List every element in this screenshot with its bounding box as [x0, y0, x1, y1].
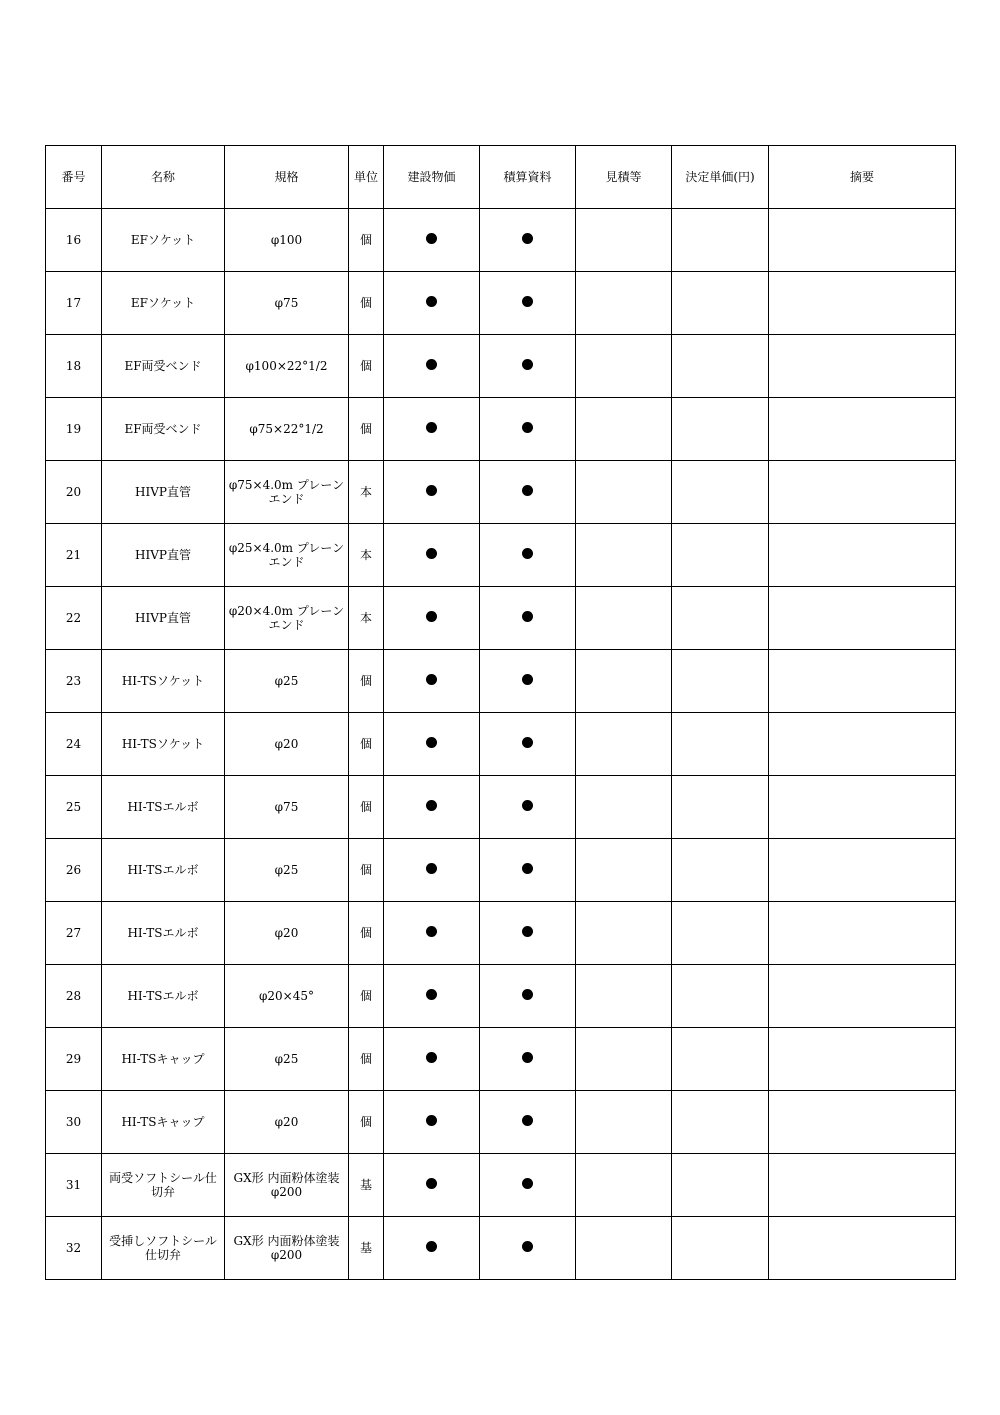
- cell-sekisan-shiryo: [480, 965, 576, 1028]
- cell-spec: φ25: [225, 1028, 349, 1091]
- filled-circle-mark-icon: [426, 737, 437, 748]
- table-row: [46, 524, 956, 587]
- table-row: [46, 209, 956, 272]
- cell-unit: 個: [349, 398, 384, 461]
- cell-name: HI-TSエルボ: [102, 965, 225, 1028]
- cell-unit: 個: [349, 902, 384, 965]
- cell-sekisan-shiryo: [480, 398, 576, 461]
- cell-decided-price: [672, 272, 769, 335]
- filled-circle-mark-icon: [426, 863, 437, 874]
- price-table: [45, 145, 956, 1280]
- cell-mitsumori: [576, 1217, 672, 1280]
- cell-unit: 個: [349, 650, 384, 713]
- cell-kensetsu-bukka: [384, 713, 480, 776]
- cell-sekisan-shiryo: [480, 839, 576, 902]
- cell-sekisan-shiryo: [480, 902, 576, 965]
- cell-decided-price: [672, 776, 769, 839]
- cell-no: 32: [46, 1217, 102, 1280]
- cell-note: [769, 713, 956, 776]
- cell-note: [769, 1028, 956, 1091]
- header-sekisan-shiryo: 積算資料: [480, 146, 576, 209]
- filled-circle-mark-icon: [522, 800, 533, 811]
- filled-circle-mark-icon: [522, 926, 533, 937]
- cell-name: HI-TSソケット: [102, 713, 225, 776]
- cell-spec: φ20: [225, 902, 349, 965]
- cell-kensetsu-bukka: [384, 1154, 480, 1217]
- table-row: [46, 1091, 956, 1154]
- cell-kensetsu-bukka: [384, 398, 480, 461]
- header-no: 番号: [46, 146, 102, 209]
- cell-no: 16: [46, 209, 102, 272]
- cell-no: 27: [46, 902, 102, 965]
- cell-unit: 個: [349, 713, 384, 776]
- cell-sekisan-shiryo: [480, 524, 576, 587]
- cell-mitsumori: [576, 209, 672, 272]
- cell-note: [769, 524, 956, 587]
- cell-note: [769, 902, 956, 965]
- cell-mitsumori: [576, 839, 672, 902]
- filled-circle-mark-icon: [426, 611, 437, 622]
- cell-kensetsu-bukka: [384, 461, 480, 524]
- cell-mitsumori: [576, 1028, 672, 1091]
- filled-circle-mark-icon: [522, 989, 533, 1000]
- header-unit: 単位: [349, 146, 384, 209]
- cell-note: [769, 965, 956, 1028]
- filled-circle-mark-icon: [522, 233, 533, 244]
- cell-note: [769, 335, 956, 398]
- cell-decided-price: [672, 335, 769, 398]
- cell-unit: 基: [349, 1154, 384, 1217]
- cell-mitsumori: [576, 965, 672, 1028]
- filled-circle-mark-icon: [426, 1115, 437, 1126]
- filled-circle-mark-icon: [426, 989, 437, 1000]
- cell-note: [769, 587, 956, 650]
- cell-decided-price: [672, 1217, 769, 1280]
- header-note: 摘要: [769, 146, 956, 209]
- cell-spec: φ75: [225, 776, 349, 839]
- cell-no: 28: [46, 965, 102, 1028]
- filled-circle-mark-icon: [522, 737, 533, 748]
- cell-decided-price: [672, 398, 769, 461]
- cell-no: 17: [46, 272, 102, 335]
- filled-circle-mark-icon: [522, 485, 533, 496]
- table-row: [46, 398, 956, 461]
- cell-name: EF両受ベンド: [102, 398, 225, 461]
- cell-sekisan-shiryo: [480, 461, 576, 524]
- cell-sekisan-shiryo: [480, 209, 576, 272]
- cell-kensetsu-bukka: [384, 1217, 480, 1280]
- filled-circle-mark-icon: [426, 359, 437, 370]
- filled-circle-mark-icon: [522, 422, 533, 433]
- cell-spec: φ100×22°1/2: [225, 335, 349, 398]
- table-row: [46, 965, 956, 1028]
- cell-decided-price: [672, 1091, 769, 1154]
- table-row: [46, 776, 956, 839]
- cell-sekisan-shiryo: [480, 713, 576, 776]
- cell-no: 24: [46, 713, 102, 776]
- cell-unit: 本: [349, 524, 384, 587]
- cell-decided-price: [672, 902, 769, 965]
- cell-sekisan-shiryo: [480, 587, 576, 650]
- cell-unit: 基: [349, 1217, 384, 1280]
- cell-decided-price: [672, 713, 769, 776]
- cell-spec: φ25×4.0m プレーンエンド: [225, 524, 349, 587]
- cell-sekisan-shiryo: [480, 776, 576, 839]
- cell-spec: φ20: [225, 1091, 349, 1154]
- cell-sekisan-shiryo: [480, 272, 576, 335]
- cell-no: 30: [46, 1091, 102, 1154]
- filled-circle-mark-icon: [426, 485, 437, 496]
- header-decided-price: 決定単価(円): [672, 146, 769, 209]
- cell-spec: φ75×22°1/2: [225, 398, 349, 461]
- cell-sekisan-shiryo: [480, 1091, 576, 1154]
- filled-circle-mark-icon: [426, 926, 437, 937]
- cell-decided-price: [672, 650, 769, 713]
- filled-circle-mark-icon: [522, 548, 533, 559]
- cell-kensetsu-bukka: [384, 272, 480, 335]
- table-row: [46, 461, 956, 524]
- cell-no: 23: [46, 650, 102, 713]
- cell-no: 18: [46, 335, 102, 398]
- cell-unit: 本: [349, 461, 384, 524]
- table-row: [46, 713, 956, 776]
- cell-mitsumori: [576, 461, 672, 524]
- cell-kensetsu-bukka: [384, 1091, 480, 1154]
- table-row: [46, 839, 956, 902]
- cell-unit: 個: [349, 776, 384, 839]
- table-row: [46, 1154, 956, 1217]
- cell-note: [769, 1154, 956, 1217]
- cell-mitsumori: [576, 524, 672, 587]
- cell-unit: 個: [349, 209, 384, 272]
- cell-mitsumori: [576, 650, 672, 713]
- cell-name: HIVP直管: [102, 524, 225, 587]
- cell-unit: 個: [349, 1028, 384, 1091]
- cell-spec: φ25: [225, 839, 349, 902]
- cell-note: [769, 209, 956, 272]
- cell-kensetsu-bukka: [384, 965, 480, 1028]
- cell-note: [769, 650, 956, 713]
- cell-mitsumori: [576, 902, 672, 965]
- filled-circle-mark-icon: [426, 800, 437, 811]
- cell-unit: 本: [349, 587, 384, 650]
- cell-name: HI-TSキャップ: [102, 1091, 225, 1154]
- header-name: 名称: [102, 146, 225, 209]
- cell-spec: φ20×4.0m プレーンエンド: [225, 587, 349, 650]
- cell-note: [769, 1091, 956, 1154]
- cell-name: HI-TSエルボ: [102, 839, 225, 902]
- cell-mitsumori: [576, 335, 672, 398]
- cell-kensetsu-bukka: [384, 839, 480, 902]
- table-row: [46, 335, 956, 398]
- cell-spec: φ75×4.0m プレーンエンド: [225, 461, 349, 524]
- cell-decided-price: [672, 839, 769, 902]
- filled-circle-mark-icon: [426, 548, 437, 559]
- cell-decided-price: [672, 587, 769, 650]
- header-row: [46, 146, 956, 209]
- cell-kensetsu-bukka: [384, 902, 480, 965]
- cell-spec: GX形 内面粉体塗装 φ200: [225, 1217, 349, 1280]
- filled-circle-mark-icon: [522, 1241, 533, 1252]
- cell-sekisan-shiryo: [480, 650, 576, 713]
- cell-sekisan-shiryo: [480, 1028, 576, 1091]
- cell-unit: 個: [349, 965, 384, 1028]
- cell-unit: 個: [349, 839, 384, 902]
- filled-circle-mark-icon: [522, 674, 533, 685]
- cell-name: HI-TSキャップ: [102, 1028, 225, 1091]
- table-row: [46, 902, 956, 965]
- cell-name: EFソケット: [102, 272, 225, 335]
- cell-decided-price: [672, 965, 769, 1028]
- cell-name: EF両受ベンド: [102, 335, 225, 398]
- table-row: [46, 587, 956, 650]
- cell-no: 29: [46, 1028, 102, 1091]
- filled-circle-mark-icon: [426, 233, 437, 244]
- filled-circle-mark-icon: [522, 359, 533, 370]
- filled-circle-mark-icon: [426, 1178, 437, 1189]
- cell-note: [769, 839, 956, 902]
- cell-kensetsu-bukka: [384, 587, 480, 650]
- cell-no: 25: [46, 776, 102, 839]
- cell-mitsumori: [576, 713, 672, 776]
- cell-note: [769, 1217, 956, 1280]
- cell-mitsumori: [576, 1154, 672, 1217]
- filled-circle-mark-icon: [426, 1052, 437, 1063]
- cell-unit: 個: [349, 272, 384, 335]
- cell-kensetsu-bukka: [384, 1028, 480, 1091]
- cell-decided-price: [672, 209, 769, 272]
- filled-circle-mark-icon: [522, 1052, 533, 1063]
- filled-circle-mark-icon: [426, 674, 437, 685]
- cell-spec: φ20: [225, 713, 349, 776]
- cell-kensetsu-bukka: [384, 524, 480, 587]
- cell-note: [769, 272, 956, 335]
- header-kensetsu-bukka: 建設物価: [384, 146, 480, 209]
- filled-circle-mark-icon: [522, 1115, 533, 1126]
- cell-no: 21: [46, 524, 102, 587]
- cell-no: 31: [46, 1154, 102, 1217]
- filled-circle-mark-icon: [522, 863, 533, 874]
- cell-sekisan-shiryo: [480, 1154, 576, 1217]
- cell-decided-price: [672, 461, 769, 524]
- cell-no: 19: [46, 398, 102, 461]
- cell-name: HI-TSソケット: [102, 650, 225, 713]
- cell-spec: φ100: [225, 209, 349, 272]
- cell-unit: 個: [349, 335, 384, 398]
- cell-decided-price: [672, 1154, 769, 1217]
- cell-spec: GX形 内面粉体塗装 φ200: [225, 1154, 349, 1217]
- table-row: [46, 272, 956, 335]
- cell-name: HIVP直管: [102, 461, 225, 524]
- cell-sekisan-shiryo: [480, 335, 576, 398]
- cell-mitsumori: [576, 587, 672, 650]
- cell-kensetsu-bukka: [384, 209, 480, 272]
- cell-no: 26: [46, 839, 102, 902]
- cell-mitsumori: [576, 398, 672, 461]
- cell-mitsumori: [576, 272, 672, 335]
- cell-no: 22: [46, 587, 102, 650]
- cell-spec: φ75: [225, 272, 349, 335]
- cell-note: [769, 776, 956, 839]
- cell-unit: 個: [349, 1091, 384, 1154]
- cell-kensetsu-bukka: [384, 335, 480, 398]
- cell-name: 受挿しソフトシール仕切弁: [102, 1217, 225, 1280]
- cell-no: 20: [46, 461, 102, 524]
- cell-decided-price: [672, 1028, 769, 1091]
- cell-kensetsu-bukka: [384, 650, 480, 713]
- cell-note: [769, 461, 956, 524]
- table-row: [46, 1217, 956, 1280]
- cell-spec: φ20×45°: [225, 965, 349, 1028]
- cell-mitsumori: [576, 1091, 672, 1154]
- cell-name: 両受ソフトシール仕切弁: [102, 1154, 225, 1217]
- filled-circle-mark-icon: [522, 296, 533, 307]
- cell-name: EFソケット: [102, 209, 225, 272]
- cell-mitsumori: [576, 776, 672, 839]
- cell-spec: φ25: [225, 650, 349, 713]
- filled-circle-mark-icon: [426, 1241, 437, 1252]
- table-row: [46, 1028, 956, 1091]
- filled-circle-mark-icon: [522, 1178, 533, 1189]
- cell-name: HI-TSエルボ: [102, 902, 225, 965]
- filled-circle-mark-icon: [426, 422, 437, 433]
- cell-sekisan-shiryo: [480, 1217, 576, 1280]
- cell-kensetsu-bukka: [384, 776, 480, 839]
- cell-name: HIVP直管: [102, 587, 225, 650]
- filled-circle-mark-icon: [522, 611, 533, 622]
- cell-name: HI-TSエルボ: [102, 776, 225, 839]
- cell-note: [769, 398, 956, 461]
- table-row: [46, 650, 956, 713]
- header-mitsumori: 見積等: [576, 146, 672, 209]
- filled-circle-mark-icon: [426, 296, 437, 307]
- header-spec: 規格: [225, 146, 349, 209]
- cell-decided-price: [672, 524, 769, 587]
